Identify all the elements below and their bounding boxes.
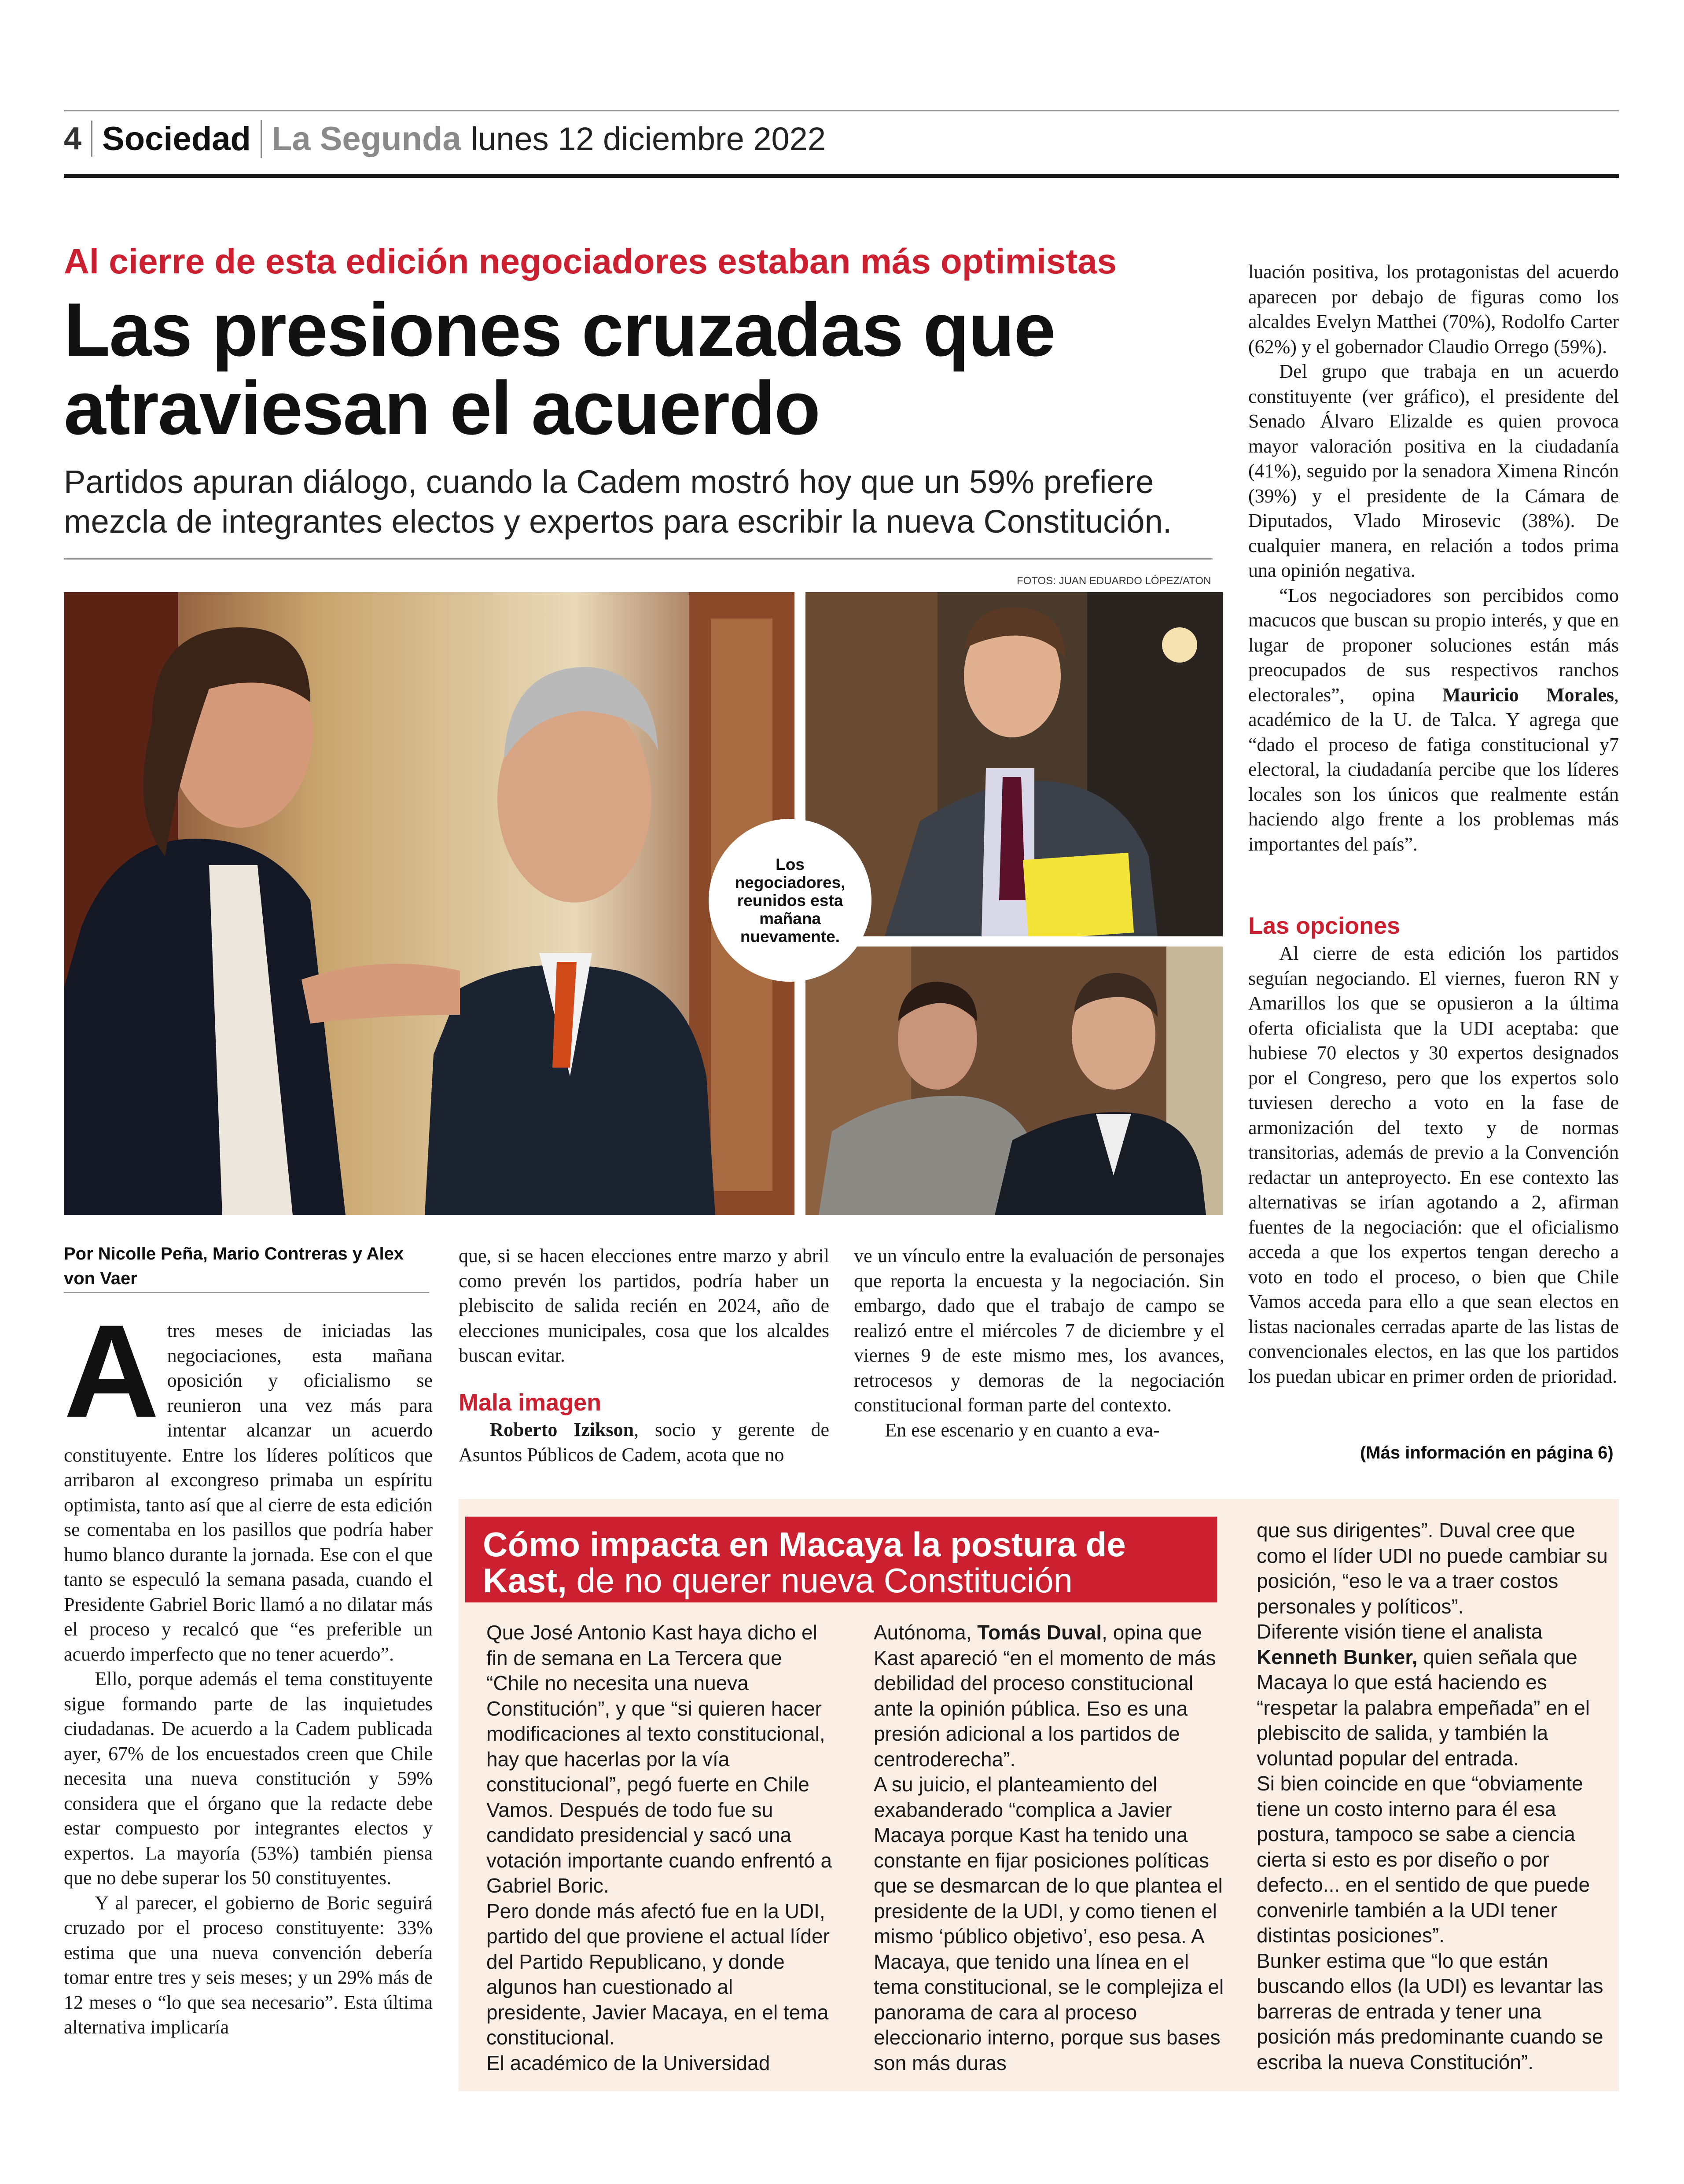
newspaper-name: La Segunda xyxy=(271,120,461,158)
c1-p3: Y al parecer, el gobierno de Boric seguirá cruzado por el proceso constituyente: 33% estima que una nueva convención debería tomar entre tres y seis meses; y un 29% más de 12 meses o “lo que sea necesario”. Esta última alternativa implicaría xyxy=(64,1892,433,2038)
box-c2-name: Tomás Duval xyxy=(977,1621,1102,1644)
sidebar-title xyxy=(465,1517,1217,1602)
photo-caption-bubble xyxy=(709,819,871,982)
box-c1-p2: Pero donde más afectó fue en la UDI, partido del que proviene el actual líder del Partido Republicano, y donde algunos han cuestionado al presidente, Javier Macaya, en el tema constitucional. xyxy=(486,1899,830,2049)
c4-p3b: , académico de la U. de Talca. Y agrega que “dado el proceso de fatiga constitucional y7 electoral, la ciudadanía percibe que los líderes locales son los únicos que realmente están haciendo algo frente a los problemas más importantes del país”. xyxy=(1248,684,1619,855)
issue-date: lunes 12 diciembre 2022 xyxy=(471,120,826,157)
masthead-rule xyxy=(64,174,1619,178)
c4-name: Mauricio Morales xyxy=(1442,684,1614,706)
article-column-2 xyxy=(459,1244,829,1368)
section-name: Sociedad xyxy=(102,120,262,158)
main-photo xyxy=(64,592,794,1215)
more-info-link[interactable]: (Más información en página 6) xyxy=(1360,1443,1614,1462)
photo-credit: FOTOS: JUAN EDUARDO LÓPEZ/ATON xyxy=(1017,575,1211,587)
box-c3-name: Kenneth Bunker, xyxy=(1257,1645,1418,1668)
c4-p4: Al cierre de esta edición los partidos seguían negociando. El viernes, fueron RN y Amarillos los que se opusieron a la última oferta oficialista que la UDI aceptaba: que hubiese 70 electos y 30 expertos designados por el Congreso, pero que los expertos solo tuviesen derecho a voto en la fase de armonización del texto y de normas transitorias, además de previo a la Convención redactar un anteproyecto. En ese contexto las alternativas se irían agotando a 2, afirman fuentes de la negociación: que el oficialismo acceda a que los expertos tengan derecho a voto en todo el proceso, o bien que Chile Vamos acceda para ello a que sean electos en listas nacionales cerradas aparte de las listas de convencionales electos, en las que los partidos los puedan ubicar en primer orden de prioridad. xyxy=(1248,943,1619,1387)
sidebar-title-line1: Cómo impacta en Macaya la postura de xyxy=(483,1525,1126,1564)
box-c3-p3: Si bien coincide en que “obviamente tiene un costo interno para él esa postura, tampoco se sabe a ciencia cierta si esto es por diseño o por defecto... en el sentido de que puede convenirle también a la UDI tener distintas posiciones”. xyxy=(1257,1772,1590,1947)
article-column-4b xyxy=(1248,941,1619,1389)
c2-p1: que, si se hacen elecciones entre marzo y abril como prevén los partidos, podría haber un plebiscito de salida recién en 2024, año de elecciones municipales, cosa que los alcaldes buscan evitar. xyxy=(459,1245,829,1366)
deck: Partidos apuran diálogo, cuando la Cadem mostró hoy que un 59% prefiere mezcla de integrantes electos y expertos para escribir la nueva Constitución. xyxy=(64,464,1172,540)
kicker: Al cierre de esta edición negociadores estaban más optimistas xyxy=(64,242,1117,281)
box-c2-p2: A su juicio, el planteamiento del exabanderado “complica a Javier Macaya porque Kast ha tenido una constante en fijar posiciones políticas que se desmarcan de lo que plantea el presidente de la UDI, y como tienen el mismo ‘público objetivo’, eso pesa. A Macaya, que tenido una línea en el tema constitucional, se le complejiza el panorama de cara al proceso eleccionario interno, porque sus bases son más duras xyxy=(874,1773,1224,2074)
sidebar-title-rest: de no querer nueva Constitución xyxy=(566,1561,1073,1600)
c4-p1: luación positiva, los protagonistas del acuerdo aparecen por debajo de figuras como los alcaldes Evelyn Matthei (70%), Rodolfo Carter (62%) y el gobernador Claudio Orrego (59%). xyxy=(1248,261,1619,357)
page-number: 4 xyxy=(64,121,92,157)
c4-p3a: “Los negociadores son percibidos como macucos que buscan su propio interés, y que en lugar de proponer soluciones están más preocupados de sus respectivos ranchos electorales”, opina xyxy=(1248,584,1619,706)
box-c3-p1: que sus dirigentes”. Duval cree que como el líder UDI no puede cambiar su posición, “eso le va a traer costos personales y políticos”. xyxy=(1257,1519,1608,1618)
article-column-2b xyxy=(459,1418,829,1467)
drop-cap: A xyxy=(64,1297,159,1445)
box-c1-p3: El académico de la Universidad xyxy=(486,2051,770,2074)
bottom-right-photo-image xyxy=(805,947,1223,1215)
c3-p2: En ese escenario y en cuanto a eva- xyxy=(885,1419,1160,1441)
main-photo-image xyxy=(64,592,794,1215)
c1-p1: tres meses de iniciadas las negociaciones, esta mañana oposición y oficialismo se reunieron una vez más para intentar alcanzar un acuerdo constituyente. Entre los líderes políticos que arribaron al excongreso primaba un espíritu optimista, tanto así que al cierre de esta edición se comentaba en los pasillos que podría haber humo blanco durante la jornada. Ese con el que tanto se especuló la semana pasada, cuando el Presidente Gabriel Boric llamó a no dilatar más el proceso y recalcó que “es preferible un acuerdo imperfecto que no tener acuerdo”. xyxy=(64,1320,433,1665)
article-column-3 xyxy=(854,1244,1224,1443)
sidebar-column-3 xyxy=(1257,1518,1609,2075)
box-c3-p2a: Diferente visión tiene el analista xyxy=(1257,1620,1543,1643)
sidebar-column-1 xyxy=(486,1620,838,2076)
box-c1-p1: Que José Antonio Kast haya dicho el fin de semana en La Tercera que “Chile no necesita una nueva Constitución”, y que “si quieren hacer modificaciones al texto constitucional, hay que hacerlas por la vía constitucional”, pegó fuerte en Chile Vamos. Después de todo fue su candidato presidencial y sacó una votación importante cuando enfrentó a Gabriel Boric. xyxy=(486,1621,832,1897)
headline: Las presiones cruzadas que atraviesan el acuerdo xyxy=(64,287,1055,450)
sidebar-column-2 xyxy=(874,1620,1226,2076)
deck-rule xyxy=(64,558,1213,560)
c2-name: Roberto Izikson xyxy=(489,1419,634,1440)
c3-p1: ve un vínculo entre la evaluación de personajes que reporta la encuesta y la negociación. Sin embargo, dado que el trabajo de campo se realizó entre el miércoles 7 de diciembre y el viernes 9 de este mismo mes, los avances, retrocesos y demoras de la negociación constitucional forman parte del contexto. xyxy=(854,1245,1224,1416)
article-column-1 xyxy=(64,1297,433,2040)
box-c2-p1a: Autónoma, xyxy=(874,1621,978,1644)
c2-p2: , socio y gerente de Asuntos Públicos de Cadem, acota que no xyxy=(459,1419,829,1466)
photo-caption: Los negociadores, reunidos esta mañana nuevamente. xyxy=(735,855,846,946)
box-c3-p4: Bunker estima que “lo que están buscando ellos (la UDI) es levantar las barreras de entrada y tener una posición más predominante cuando se escriba la nueva Constitución”. xyxy=(1257,1949,1603,2074)
byline-rule xyxy=(64,1292,429,1293)
subhead-mala-imagen: Mala imagen xyxy=(459,1389,602,1416)
c1-p2: Ello, porque además el tema constituyente sigue formando parte de las inquietudes ciudadanas. De acuerdo a la Cadem publicada ayer, 67% de los encuestados creen que Chile necesita una nueva constitución y 59% considera que el órgano que la redacte debe estar compuesto por integrantes electos y expertos. La mayoría (53%) también piensa que no debe superar los 50 constituyentes. xyxy=(64,1668,433,1889)
box-c3-p2b: quien señala que Macaya lo que está haciendo es “respetar la palabra empeñada” en el plebiscito de salida, y también la voluntad popular del entrada. xyxy=(1257,1645,1590,1770)
byline: Por Nicolle Peña, Mario Contreras y Alex von Vaer xyxy=(64,1244,404,1288)
subhead-las-opciones: Las opciones xyxy=(1248,913,1401,939)
bottom-right-photo xyxy=(805,947,1223,1215)
sidebar-title-kast: Kast, xyxy=(483,1561,567,1600)
box-c2-p1b: , opina que Kast apareció “en el momento de más debilidad del proceso constitucional ante la opinión pública. Eso es una presión adicional a los partidos de centroderecha”. xyxy=(874,1621,1216,1771)
c4-p2: Del grupo que trabaja en un acuerdo constituyente (ver gráfico), el presidente del Senado Álvaro Elizalde es quien provoca mayor valoración positiva en la ciudadanía (41%), seguido por la senadora Ximena Rincón (39%) y el presidente de la Cámara de Diputados, Vlado Mirosevic (38%). De cualquier manera, en relación a todos prima una opinión negativa. xyxy=(1248,361,1619,581)
masthead xyxy=(64,110,826,167)
article-column-4 xyxy=(1248,260,1619,857)
